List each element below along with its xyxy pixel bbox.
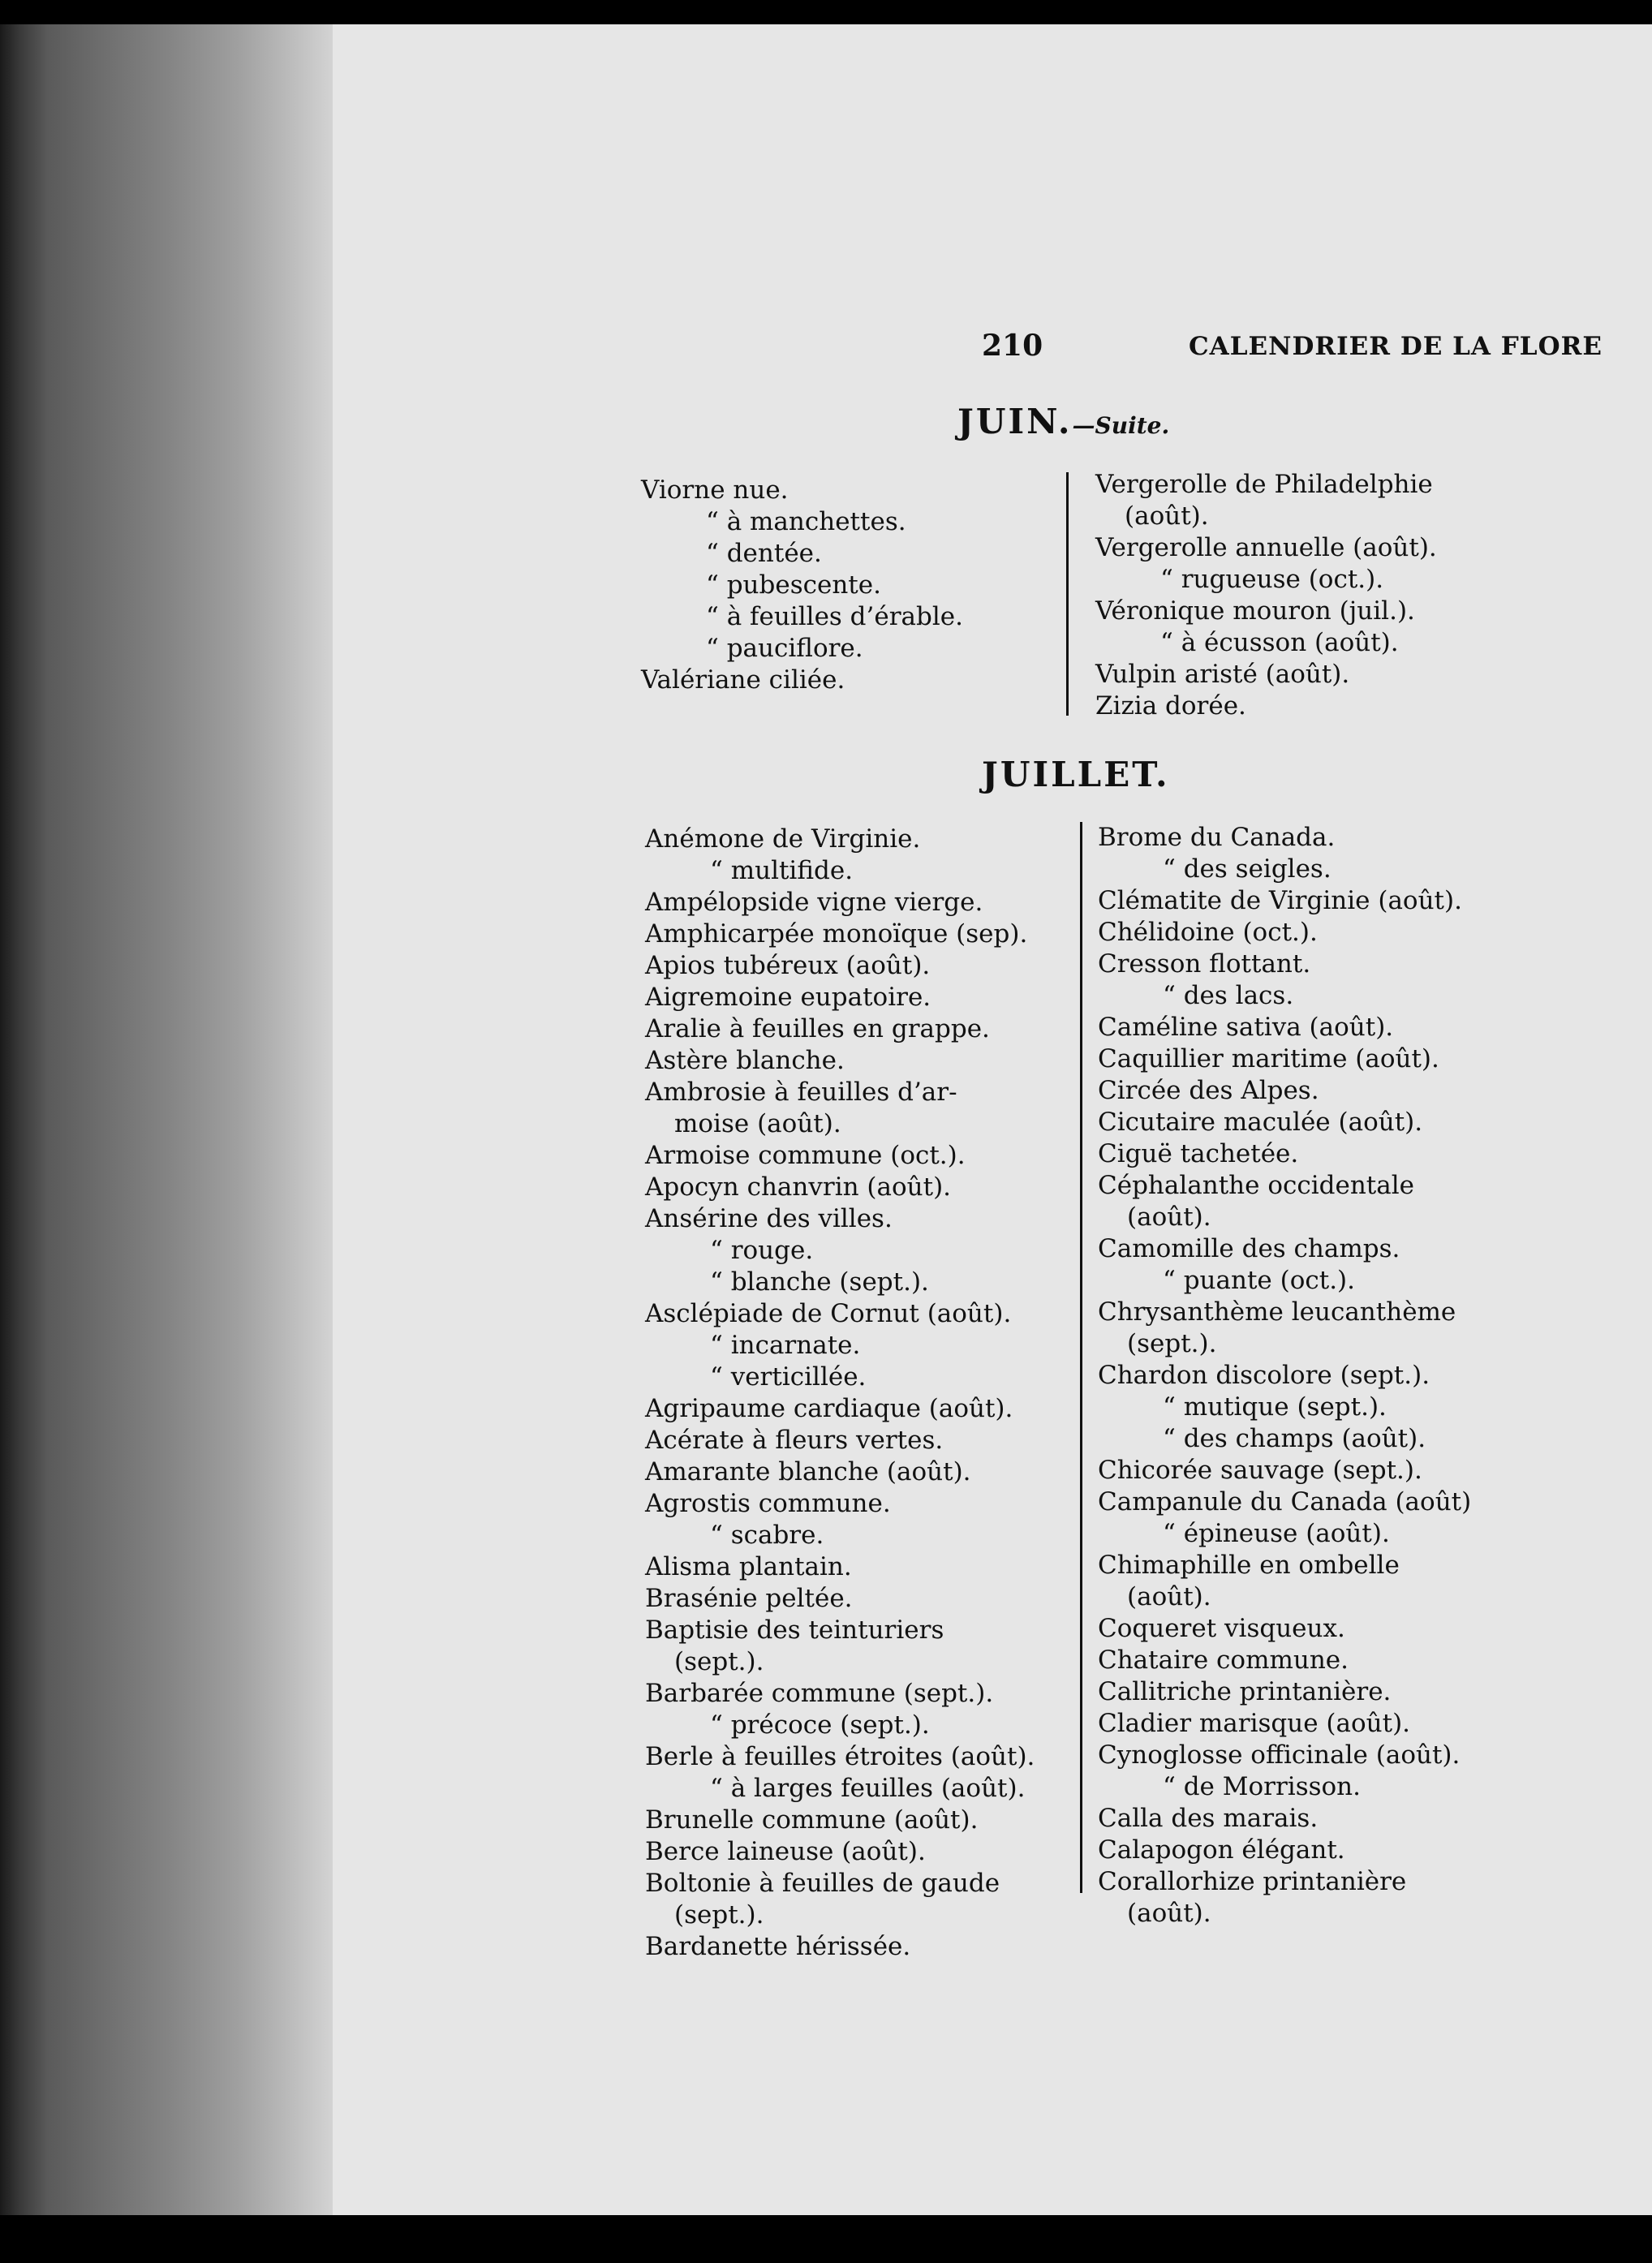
plant-entry: Alisma plantain. [645, 1552, 852, 1581]
plant-entry: “ des champs (août). [1163, 1424, 1426, 1453]
plant-entry: Zizia dorée. [1095, 691, 1246, 721]
plant-entry: Anémone de Virginie. [645, 824, 921, 854]
plant-entry: “ à manchettes. [706, 507, 906, 536]
plant-entry: Viorne nue. [641, 475, 789, 505]
plant-entry: “ pubescente. [706, 570, 881, 600]
plant-entry: “ des seigles. [1163, 854, 1331, 884]
plant-entry: Barbarée commune (sept.). [645, 1679, 994, 1708]
plant-entry: Vergerolle de Philadelphie [1095, 470, 1433, 499]
plant-entry: (août). [1127, 1582, 1211, 1611]
plant-entry: “ puante (oct.). [1163, 1266, 1355, 1295]
juin-left-column [641, 475, 963, 696]
running-title: CALENDRIER DE LA FLORE [1189, 332, 1603, 361]
plant-entry: “ verticillée. [710, 1362, 867, 1392]
plant-entry: (sept.). [1127, 1329, 1217, 1358]
plant-entry: Astère blanche. [645, 1046, 845, 1075]
plant-entry: Calla des marais. [1098, 1804, 1319, 1833]
plant-entry: Bardanette hérissée. [645, 1932, 911, 1961]
plant-entry: Caquillier maritime (août). [1098, 1044, 1439, 1073]
plant-entry: Brasénie peltée. [645, 1584, 853, 1613]
plant-entry: Callitriche printanière. [1098, 1677, 1392, 1706]
column-divider [1080, 822, 1082, 1893]
plant-entry: “ rugueuse (oct.). [1160, 565, 1384, 594]
plant-entry: Véronique mouron (juil.). [1095, 596, 1415, 626]
plant-entry: (sept.). [674, 1900, 764, 1930]
juillet-right-column [1098, 822, 1471, 1930]
plant-entry: Apios tubéreux (août). [645, 951, 931, 980]
plant-entry: Cicutaire maculée (août). [1098, 1108, 1423, 1137]
plant-entry: Vergerolle annuelle (août). [1095, 533, 1437, 562]
plant-entry: Caméline sativa (août). [1098, 1013, 1394, 1042]
section-title: JUIN. [957, 402, 1073, 441]
plant-entry: Campanule du Canada (août) [1098, 1487, 1472, 1517]
plant-entry: Vulpin aristé (août). [1095, 660, 1350, 689]
juin-right-column [1095, 469, 1437, 722]
plant-entry: Ansérine des villes. [645, 1204, 893, 1233]
plant-entry: Asclépiade de Cornut (août). [645, 1299, 1012, 1328]
plant-entry: Ampélopside vigne vierge. [645, 888, 983, 917]
plant-entry: Amarante blanche (août). [645, 1457, 971, 1486]
plant-entry: Calapogon élégant. [1098, 1835, 1345, 1865]
plant-entry: Agrostis commune. [645, 1489, 891, 1518]
plant-entry: Ciguë tachetée. [1098, 1139, 1299, 1168]
plant-entry: “ mutique (sept.). [1163, 1392, 1387, 1422]
plant-entry: “ épineuse (août). [1163, 1519, 1390, 1548]
plant-entry: (août). [1127, 1899, 1211, 1928]
plant-entry: Berce laineuse (août). [645, 1837, 926, 1866]
plant-entry: Corallorhize printanière [1098, 1867, 1407, 1896]
plant-entry: Aralie à feuilles en grappe. [645, 1014, 990, 1043]
section-heading-juillet: JUILLET. [982, 755, 1170, 794]
plant-entry: Berle à feuilles étroites (août). [645, 1742, 1035, 1771]
plant-entry: Brome du Canada. [1098, 823, 1336, 852]
plant-entry: Ambrosie à feuilles d’ar- [645, 1078, 957, 1107]
plant-entry: Valériane ciliée. [641, 665, 845, 695]
plant-entry: “ incarnate. [710, 1331, 861, 1360]
plant-entry: Agripaume cardiaque (août). [645, 1394, 1013, 1423]
plant-entry: “ pauciflore. [706, 634, 863, 663]
plant-entry: “ scabre. [710, 1521, 824, 1550]
plant-entry: “ à écusson (août). [1160, 628, 1399, 657]
plant-entry: Chimaphille en ombelle [1098, 1551, 1400, 1580]
juillet-left-column [645, 824, 1035, 1963]
plant-entry: (août). [1127, 1202, 1211, 1232]
plant-entry: Circée des Alpes. [1098, 1076, 1319, 1105]
plant-entry: “ à larges feuilles (août). [710, 1774, 1026, 1803]
plant-entry: Acérate à fleurs vertes. [645, 1426, 944, 1455]
plant-entry: “ à feuilles d’érable. [706, 602, 963, 631]
section-suite: —Suite. [1072, 412, 1170, 439]
plant-entry: Chardon discolore (sept.). [1098, 1361, 1430, 1390]
plant-entry: “ dentée. [706, 539, 822, 568]
plant-entry: moise (août). [674, 1109, 841, 1138]
page-number: 210 [982, 329, 1043, 363]
plant-entry: Brunelle commune (août). [645, 1805, 979, 1835]
plant-entry: Céphalanthe occidentale [1098, 1171, 1414, 1200]
plant-entry: (sept.). [674, 1647, 764, 1676]
plant-entry: Armoise commune (oct.). [645, 1141, 966, 1170]
plant-entry: Aigremoine eupatoire. [645, 983, 931, 1012]
book-page [333, 24, 1652, 2215]
plant-entry: Cladier marisque (août). [1098, 1709, 1411, 1738]
page-header [982, 329, 1652, 369]
plant-entry: “ des lacs. [1163, 981, 1294, 1010]
plant-entry: “ précoce (sept.). [710, 1710, 930, 1740]
column-divider [1066, 472, 1069, 716]
plant-entry: Baptisie des teinturiers [645, 1616, 944, 1645]
plant-entry: Chicorée sauvage (sept.). [1098, 1456, 1422, 1485]
plant-entry: Chélidoine (oct.). [1098, 918, 1318, 947]
section-heading-juin [957, 402, 1169, 441]
plant-entry: Apocyn chanvrin (août). [645, 1172, 952, 1202]
plant-entry: “ de Morrisson. [1163, 1772, 1362, 1801]
plant-entry: Amphicarpée monoïque (sep). [645, 919, 1028, 949]
plant-entry: Coqueret visqueux. [1098, 1614, 1345, 1643]
plant-entry: Cresson flottant. [1098, 949, 1311, 979]
plant-entry: Clématite de Virginie (août). [1098, 886, 1462, 915]
plant-entry: (août). [1125, 501, 1209, 531]
plant-entry: Chrysanthème leucanthème [1098, 1297, 1456, 1327]
book-binding-edge [0, 24, 341, 2215]
plant-entry: Chataire commune. [1098, 1646, 1349, 1675]
plant-entry: “ rouge. [710, 1236, 814, 1265]
plant-entry: Cynoglosse officinale (août). [1098, 1740, 1461, 1770]
plant-entry: Camomille des champs. [1098, 1234, 1400, 1263]
plant-entry: Boltonie à feuilles de gaude [645, 1869, 1000, 1898]
plant-entry: “ multifide. [710, 856, 854, 885]
plant-entry: “ blanche (sept.). [710, 1267, 929, 1297]
